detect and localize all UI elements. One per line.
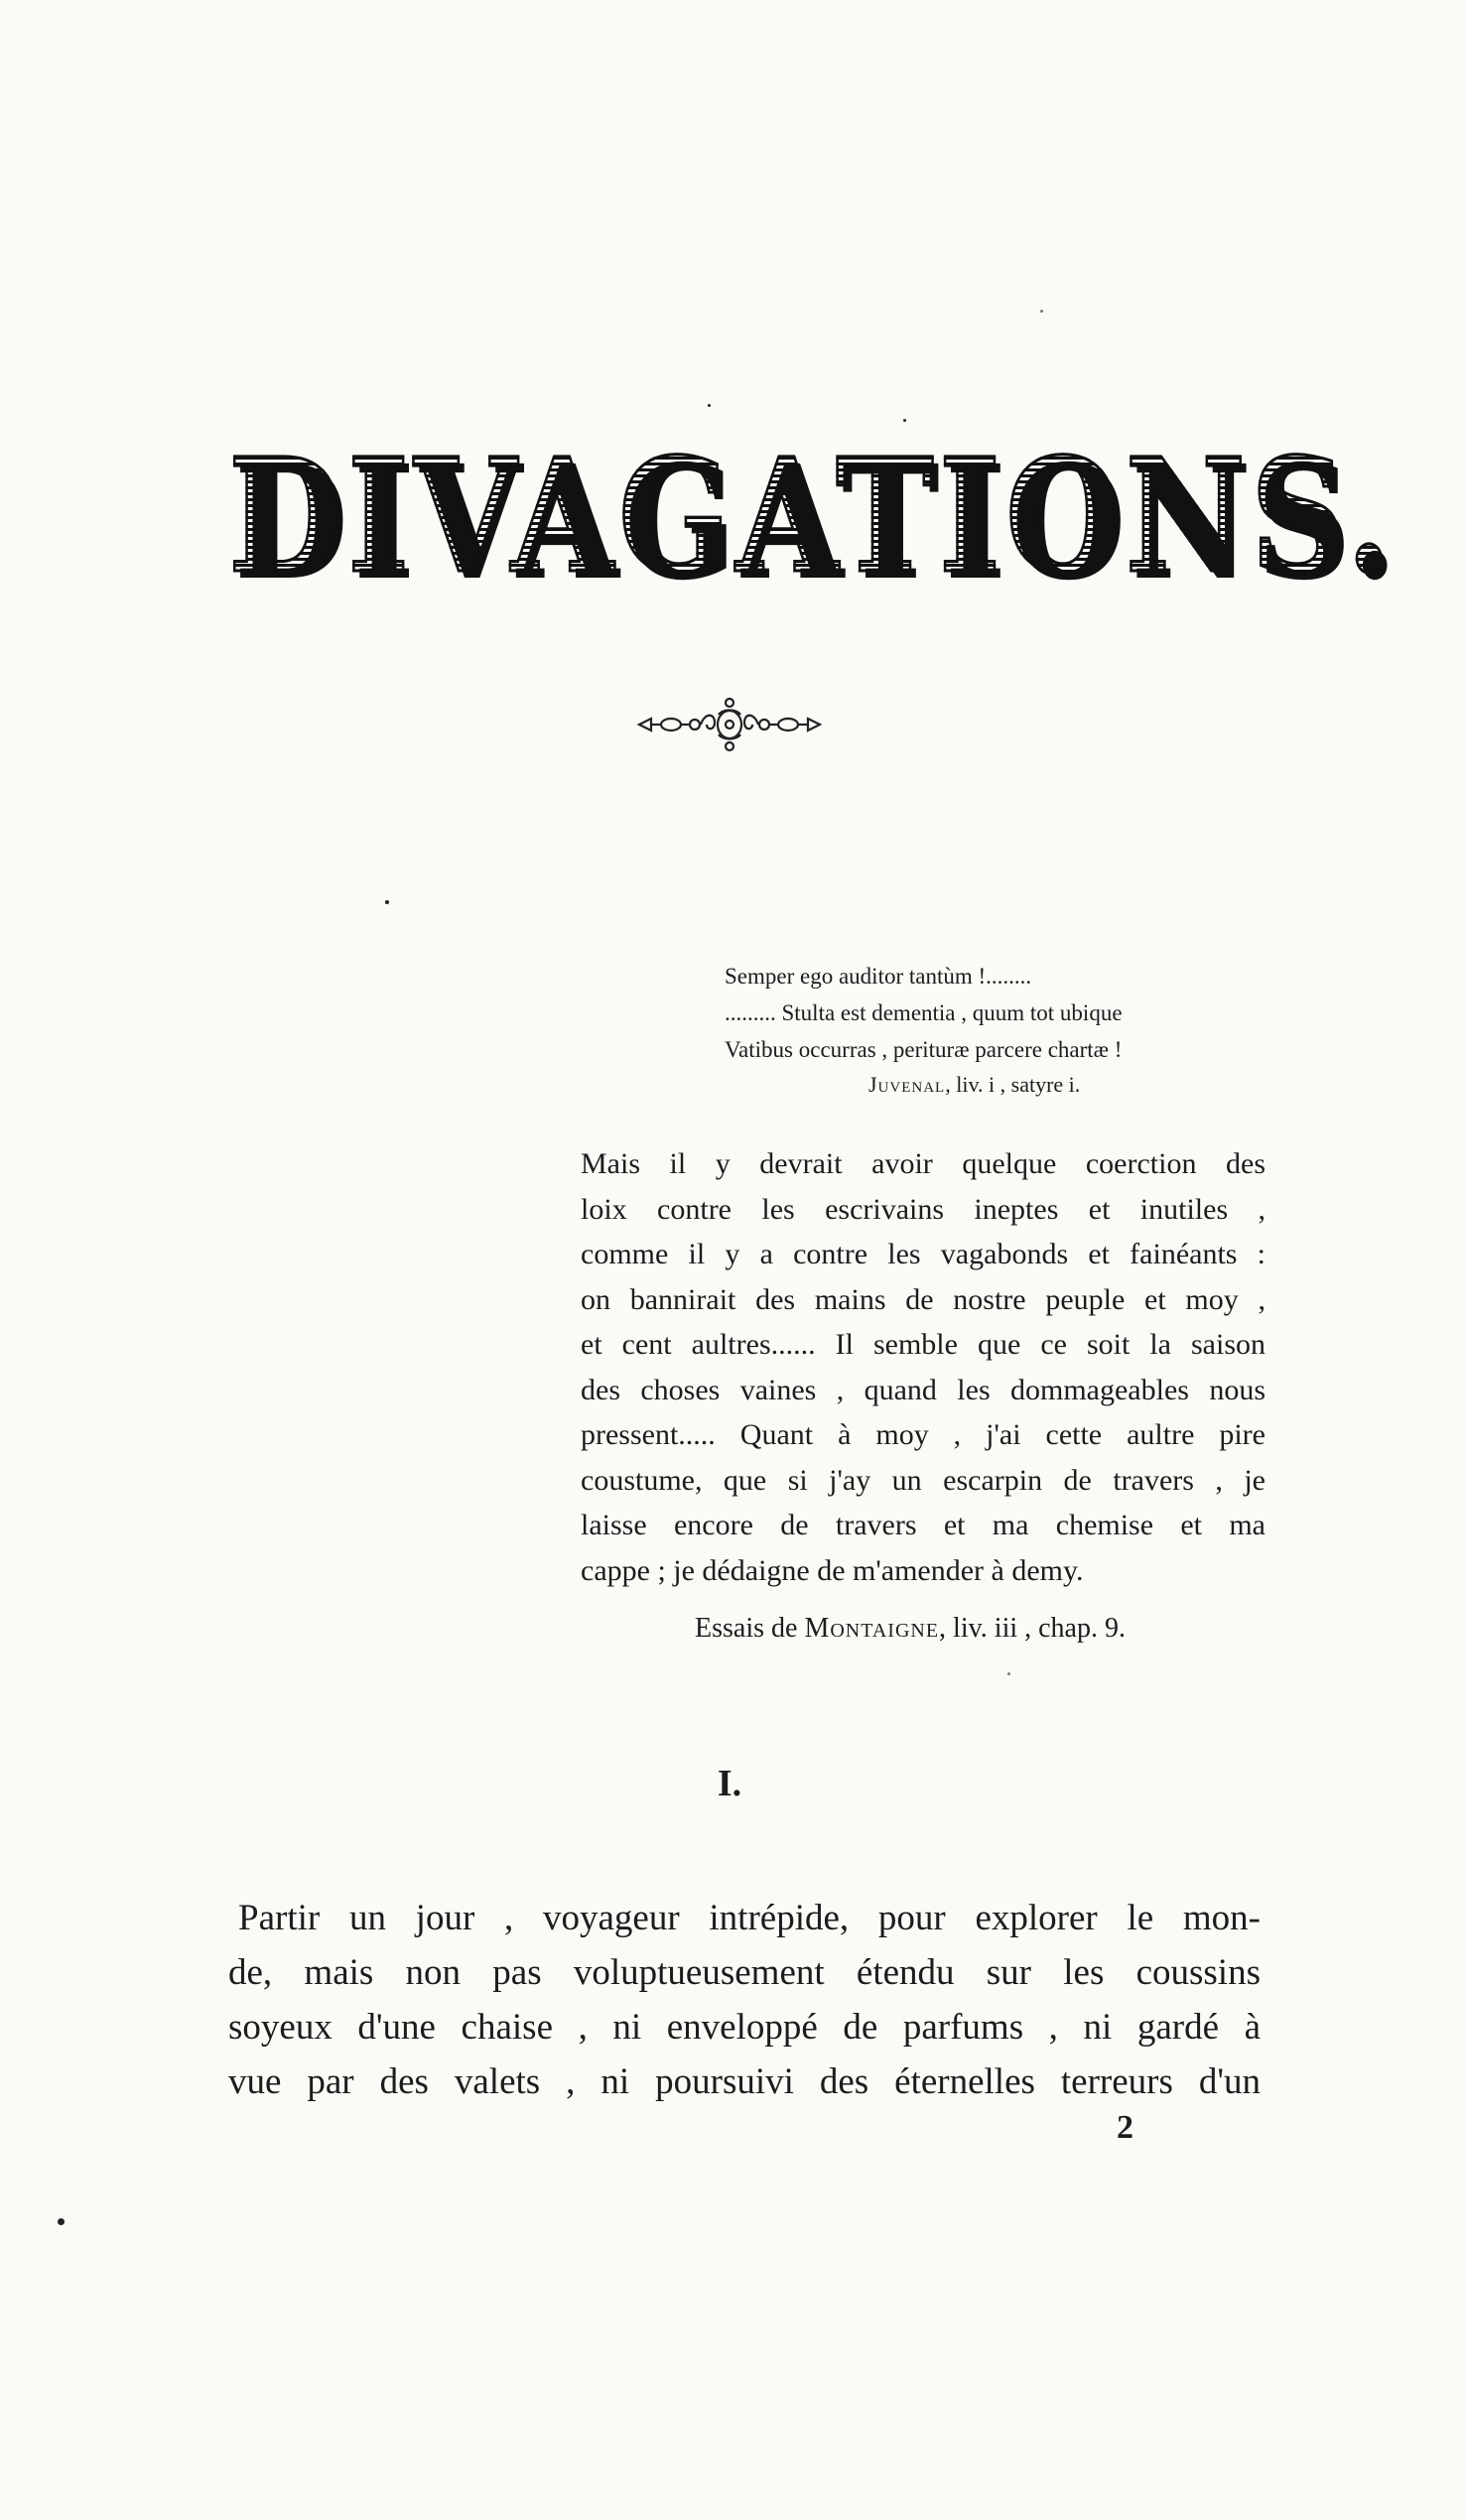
quote-attribution (695, 1613, 1126, 1645)
quote-line: on bannirait des mains de nostre peuple et moy , (581, 1282, 1265, 1316)
quote-line: des choses vaines , quand les dommageables nous (581, 1373, 1265, 1406)
body-line: vue par des valets , ni poursuivi des éternelles terreurs d'un (228, 2061, 1261, 2102)
quote-block (581, 1141, 1265, 1593)
epigraph-line: ......... Stulta est dementia , quum tot ubique (725, 1000, 1123, 1025)
body-line: soyeux d'une chaise , ni enveloppé de parfums , ni gardé à (228, 2007, 1261, 2048)
quote-line: comme il y a contre les vagabonds et fainéants : (581, 1238, 1265, 1270)
section-numeral: I. (717, 1763, 742, 1804)
page-number: 2 (1117, 2109, 1133, 2146)
fleuron-ornament-icon (635, 695, 824, 754)
quote-line: laisse encore de travers et ma chemise et ma (581, 1509, 1265, 1541)
quote-line: coustume, que si j'ay un escarpin de travers , je (581, 1463, 1265, 1497)
title-text: DIVAGATIONS. (228, 425, 1398, 608)
epigraph (725, 958, 1261, 1068)
quote-line: cappe ; je dédaigne de m'amender à demy. (581, 1553, 1084, 1587)
quote-line: Mais il y devrait avoir quelque coerction des (581, 1147, 1265, 1180)
body-paragraph (228, 1891, 1261, 2109)
page-title (228, 425, 1398, 608)
quote-source: , liv. iii , chap. 9. (939, 1613, 1126, 1644)
epigraph-author: Juvenal (868, 1072, 946, 1097)
epigraph-source: , liv. i , satyre i. (945, 1072, 1081, 1097)
ink-speck (1007, 1672, 1010, 1675)
body-line: Partir un jour , voyageur intrépide, pour explorer le mon- (238, 1898, 1261, 1938)
ink-speck (58, 2218, 65, 2225)
ink-speck (903, 419, 906, 422)
quote-line: pressent..... Quant à moy , j'ai cette aultre pire (581, 1418, 1265, 1451)
epigraph-line: Vatibus occurras , perituræ parcere chartæ ! (725, 1037, 1123, 1062)
ink-speck (708, 404, 711, 407)
epigraph-line: Semper ego auditor tantùm !........ (725, 964, 1032, 989)
epigraph-attribution (868, 1072, 1080, 1098)
body-line: de, mais non pas voluptueusement étendu sur les coussins (228, 1952, 1261, 1993)
quote-line: loix contre les escrivains ineptes et inutiles , (581, 1192, 1265, 1226)
ink-speck (1040, 310, 1043, 313)
ink-speck (385, 900, 389, 904)
quote-line: et cent aultres...... Il semble que ce soit la saison (581, 1328, 1265, 1361)
quote-attribution-prefix: Essais de (695, 1613, 798, 1644)
quote-author: Montaigne (804, 1613, 940, 1644)
